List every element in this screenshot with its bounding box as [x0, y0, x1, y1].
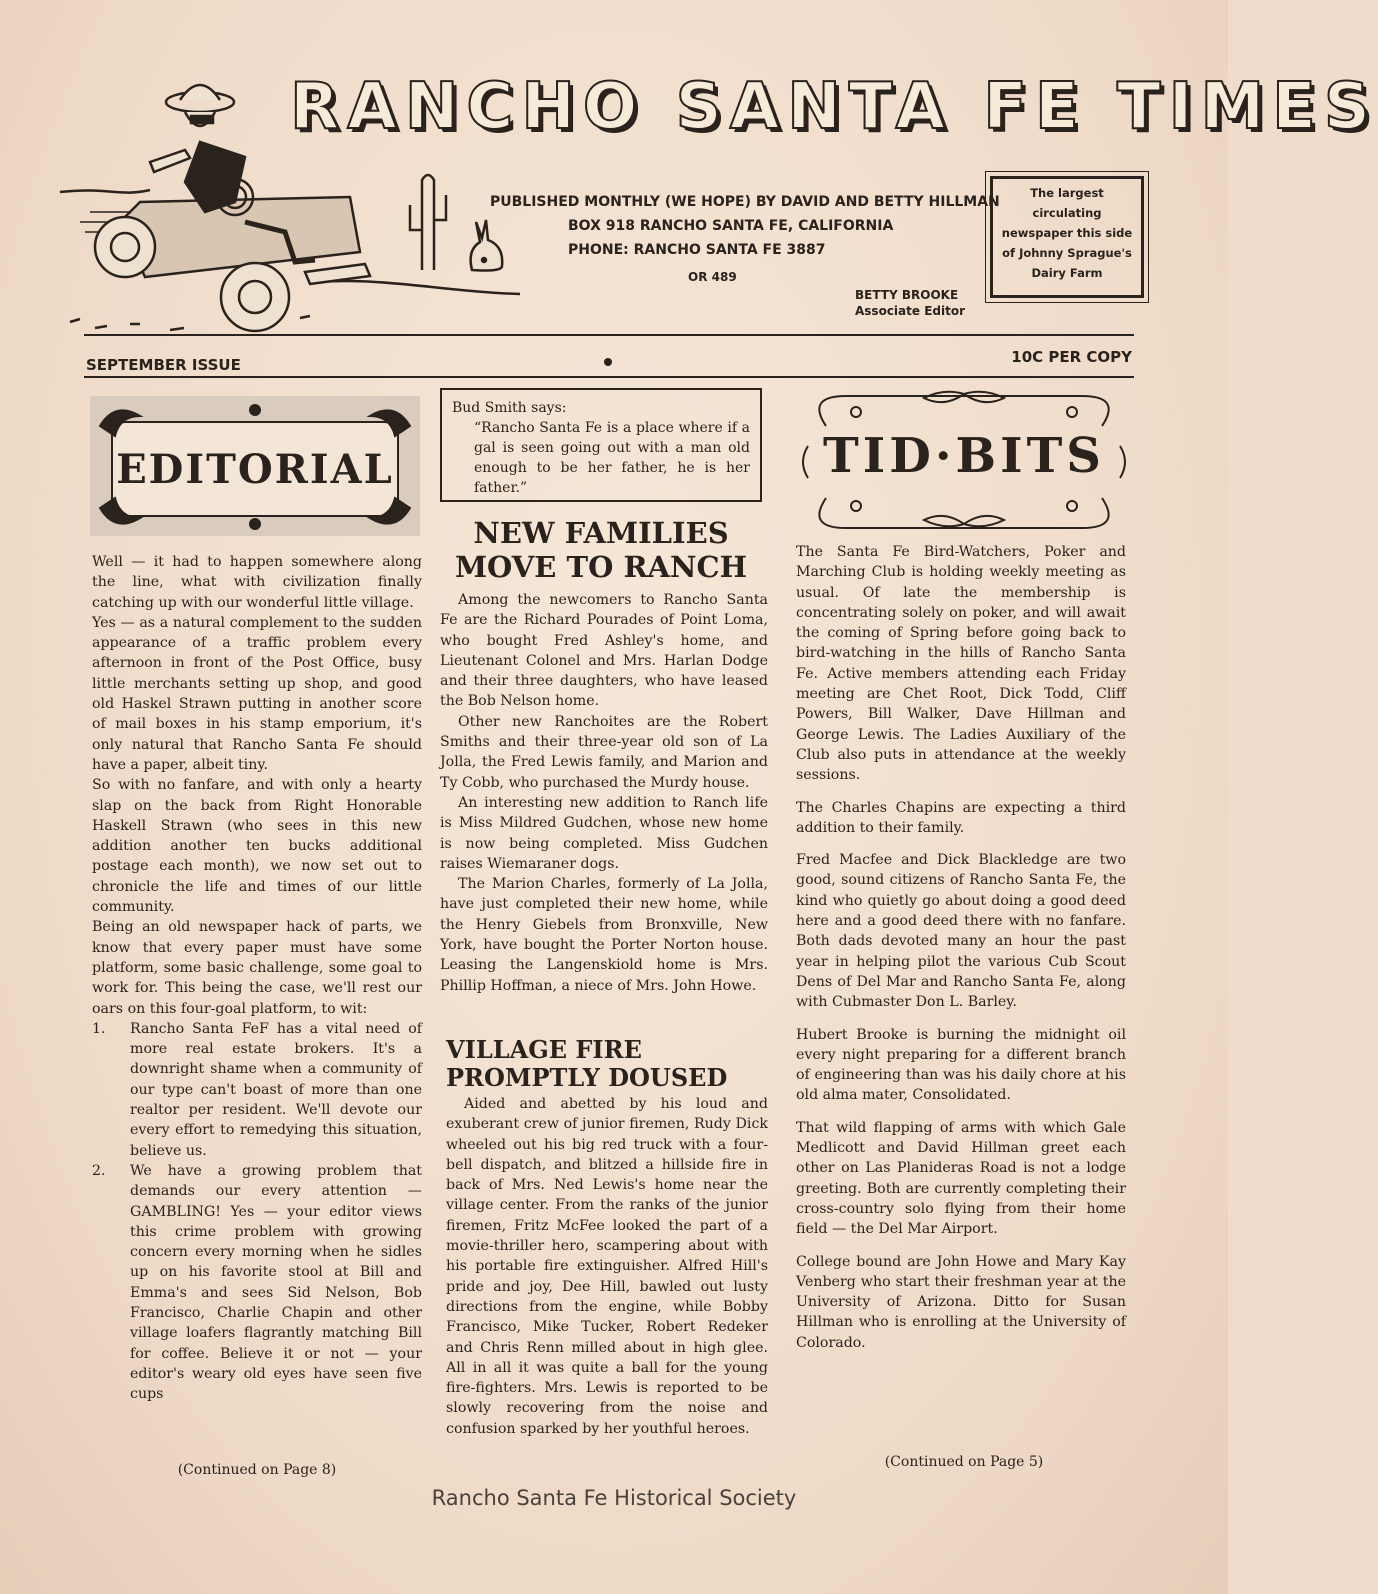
tidbit-paragraph: Hubert Brooke is burning the midnight oil every night preparing for a different branch of engineering than was his daily chore at his old alma mater, Consolidated.: [796, 1026, 1126, 1104]
headline-line: PROMPTLY DOUSED: [446, 1063, 728, 1092]
historical-society-watermark: Rancho Santa Fe Historical Society: [431, 1486, 797, 1510]
article-paragraph: Aided and abetted by his loud and exuberant crew of junior firemen, Rudy Dick wheeled out his big red truck with a four-bell dispatch, and blitzed a hillside fire in back of Mrs. Ned Lewis's home near the village center. From the ranks of the junior firemen, Fritz McFee looked the part of a movie-thriller hero, scampering about with his portable fire extinguisher. Alfred Hill's pride and joy, Dee Hill, bawled out lusty directions from the engine, while Bobby Francisco, Mike Tucker, Robert Redeker and Chris Renn milled about in high glee. All in all it was quite a ball for the young fire-fighters. Mrs. Lewis is reported to be slowly recovering from the noise and confusion sparked by her youthful heroes.: [446, 1096, 768, 1437]
editorial-paragraph: Being an old newspaper hack of parts, we know that every paper must have some platform, some basic challenge, some goal to work for. This being the case, we'll rest our oars on this four-goal platform, to wit:: [92, 919, 422, 1017]
platform-item: [92, 1161, 422, 1405]
headline-line: MOVE TO RANCH: [454, 550, 748, 584]
tidbit-paragraph: The Santa Fe Bird-Watchers, Poker and Marching Club is holding weekly meeting as usual. Of late the membership is concentrating solely on poker, and will await the coming of Spring before going back to bird-watching in the hills of Rancho Santa Fe. Active members attending each Friday meeting are Chet Root, Dick Todd, Cliff Powers, Bill Walker, Dave Hillman and George Lewis. The Ladies Auxiliary of the Club also puts in attendance at the weekly sessions.: [796, 544, 1126, 784]
platform-item-number: 1.: [92, 1020, 106, 1037]
quote-text: “Rancho Santa Fe is a place where if a gal is seen going out with a man old enough to be her father, he is her father.”: [474, 420, 750, 496]
tidbits-column: [796, 542, 1126, 1353]
tidbit-paragraph: The Charles Chapins are expecting a third addition to their family.: [796, 799, 1126, 836]
phone-alt-line: OR 489: [688, 270, 737, 284]
editorial-banner: [90, 396, 420, 536]
new-families-article: [440, 590, 768, 996]
associate-editor-role: Associate Editor: [855, 304, 965, 318]
article-paragraph: The Marion Charles, formerly of La Jolla, have just completed their new home, while the Henry Giebels from Bronxville, New York, have bought the Porter Norton house. Leasing the Langenskiold home is Mrs. Phillip Hoffman, a niece of Mrs. John Howe.: [440, 876, 768, 994]
article-paragraph: Other new Ranchoites are the Robert Smiths and their three-year old son of La Jolla, the Fred Lewis family, and Marion and Ty Cobb, who purchased the Murdy house.: [440, 713, 768, 791]
box-ad-text: The largest circulating newspaper this side of Johnny Sprague's Dairy Farm: [1001, 186, 1133, 280]
address-line: BOX 918 RANCHO SANTA FE, CALIFORNIA: [568, 218, 894, 234]
publisher-line: PUBLISHED MONTHLY (WE HOPE) BY DAVID AND BETTY HILLMAN: [490, 194, 1000, 210]
village-fire-headline: [446, 1036, 768, 1092]
editorial-heading: EDITORIAL: [116, 446, 394, 493]
village-fire-article: [446, 1094, 768, 1439]
new-families-headline: [440, 516, 762, 584]
box-advertisement: [990, 176, 1144, 298]
tidbit-paragraph: College bound are John Howe and Mary Kay Venberg who start their freshman year at the University of Arizona. Ditto for Susan Hillman who is enrolling at the University of Colorado.: [796, 1253, 1126, 1351]
tidbit-paragraph: Fred Macfee and Dick Blackledge are two good, sound citizens of Rancho Santa Fe, the kind who quietly go about doing a good deed here and a good deed there with no fanfare. Both dads devoted many an hour the past year in helping pilot the various Cub Scout Dens of Del Mar and Rancho Santa Fe, along with Cubmaster Don L. Barley.: [796, 852, 1126, 1011]
platform-item-text: We have a growing problem that demands our every attention — GAMBLING! Yes — your editor views this crime problem with growing concern every morning when he sidles up on his favorite stool at Bill and Emma's and sees Sid Nelson, Bob Francisco, Charlie Chapin and other village loafers flagrantly matching Bill for coffee. Believe it or not — your editor's weary old eyes have seen five cups: [130, 1162, 422, 1403]
quote-attribution: Bud Smith says:: [452, 400, 567, 416]
tidbits-banner: [796, 386, 1132, 532]
platform-item: [92, 1019, 422, 1161]
divider-top: [84, 334, 1134, 336]
tidbits-heading: TID·BITS: [823, 428, 1105, 484]
article-paragraph: Among the newcomers to Rancho Santa Fe are the Richard Pourades of Point Loma, who bought Fred Ashley's home, and Lieutenant Colonel and Mrs. Harlan Dodge and their three daughters, who have leased the Bob Nelson home.: [440, 592, 768, 710]
issue-price: 10C PER COPY: [1011, 348, 1132, 366]
editorial-column: [92, 552, 422, 1404]
tidbits-continued: (Continued on Page 5): [884, 1454, 1044, 1470]
newspaper-title: RANCHO SANTA FE TIMES: [290, 70, 1378, 144]
associate-editor-name: BETTY BROOKE: [855, 288, 959, 302]
editorial-paragraph: So with no fanfare, and with only a hearty slap on the back from Right Honorable Haskell Strawn (who sees in this new addition another ten bucks additional postage each month), we now set out to chronicle the life and times of our little community.: [92, 777, 422, 916]
editorial-paragraph: Yes — as a natural complement to the sudden appearance of a traffic problem every afternoon in front of the Post Office, busy little merchants setting up shop, and good old Haskel Strawn putting in another score of mail boxes in his stamp emporium, it's only natural that Rancho Santa Fe should have a paper, albeit tiny.: [92, 614, 422, 773]
platform-item-text: Rancho Santa FeF has a vital need of more real estate brokers. It's a downright shame when a community of our type can't boast of more than one realtor per resident. We'll devote our every effort to remedying this situation, believe us.: [130, 1020, 422, 1159]
cactus-and-rabbit-icon: [392, 160, 522, 280]
tidbit-paragraph: That wild flapping of arms with which Gale Medlicott and David Hillman greet each other on Las Planideras Road is not a lodge greeting. Both are currently completing their cross-country solo flying from their home field — the Del Mar Airport.: [796, 1119, 1126, 1238]
headline-line: VILLAGE FIRE: [446, 1035, 642, 1064]
divider-bottom: [84, 376, 1134, 378]
phone-line: PHONE: RANCHO SANTA FE 3887: [568, 242, 826, 258]
platform-list: [92, 1019, 422, 1405]
editorial-continued: (Continued on Page 8): [177, 1462, 337, 1478]
editorial-paragraph: Well — it had to happen somewhere along the line, what with civilization finally catching up with our wonderful little village.: [92, 554, 422, 611]
article-paragraph: An interesting new addition to Ranch life is Miss Mildred Gudchen, whose new home is now being completed. Miss Gudchen raises Wiemaraner dogs.: [440, 794, 768, 872]
issue-label: SEPTEMBER ISSUE: [86, 356, 241, 374]
bullet-dot: [604, 358, 612, 366]
bud-smith-quote-box: [440, 388, 762, 502]
headline-line: NEW FAMILIES: [473, 516, 729, 550]
platform-item-number: 2.: [92, 1162, 106, 1179]
